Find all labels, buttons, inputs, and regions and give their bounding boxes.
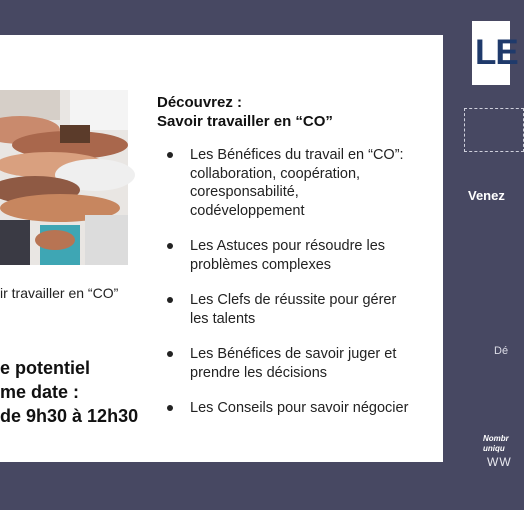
stacked-hands-photo <box>0 90 128 265</box>
side-de-text: Dé <box>494 345 509 357</box>
list-item-line: les talents <box>190 310 256 327</box>
list-item-line: Les Bénéfices du travail en “CO”: <box>190 147 404 163</box>
list-item <box>167 237 437 274</box>
list-item-line: codéveloppement <box>190 202 305 219</box>
list-item <box>167 291 437 328</box>
bullet-icon <box>167 297 173 303</box>
list-item-line: coresponsabilité, <box>190 184 299 200</box>
heading-line: Découvrez : <box>157 94 243 111</box>
logo-text: LE <box>475 33 518 72</box>
heading-line: Savoir travailler en “CO” <box>157 113 333 130</box>
bullet-icon <box>167 243 173 249</box>
placeholder-box <box>464 108 524 152</box>
bullet-icon <box>167 405 173 411</box>
side-website-link[interactable]: WW <box>487 455 512 469</box>
slide-heading <box>157 93 333 131</box>
photo-caption: ir travailler en “CO” <box>0 285 119 301</box>
slide-card <box>0 35 443 462</box>
bullet-icon <box>167 152 173 158</box>
side-venez-text: Venez <box>468 188 505 203</box>
list-item-line: Les Clefs de réussite pour gérer <box>190 292 397 308</box>
event-promo <box>0 356 150 428</box>
promo-line: me date : <box>0 382 80 402</box>
list-item <box>167 146 437 220</box>
list-item-line: Les Astuces pour résoudre les <box>190 238 386 254</box>
side-unique-text: uniqu <box>483 444 505 453</box>
topics-list <box>167 146 437 435</box>
list-item <box>167 345 437 382</box>
list-item-line: problèmes complexes <box>190 256 332 273</box>
promo-line: de 9h30 à 12h30 <box>0 406 139 426</box>
promo-line: e potentiel <box>0 358 91 378</box>
side-nombre-text: Nombr <box>483 434 509 443</box>
brand-logo <box>472 21 518 85</box>
list-item-line: Les Bénéfices de savoir juger et <box>190 346 397 362</box>
list-item <box>167 399 437 418</box>
list-item-line: collaboration, coopération, <box>190 165 361 182</box>
list-item-line: Les Conseils pour savoir négocier <box>190 400 409 416</box>
bullet-icon <box>167 351 173 357</box>
list-item-line: prendre les décisions <box>190 364 328 381</box>
